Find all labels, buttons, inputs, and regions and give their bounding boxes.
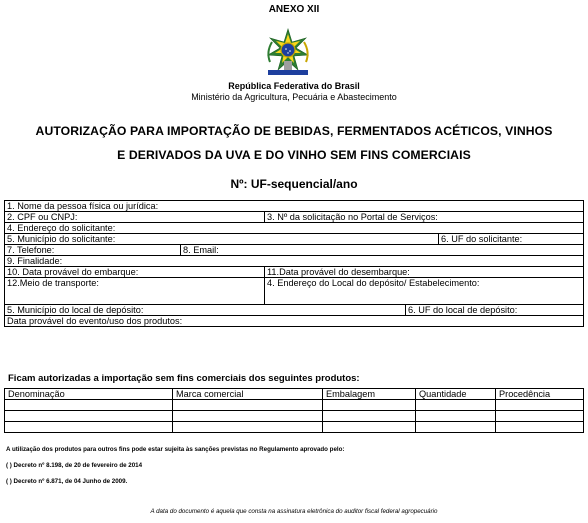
decree-option-2014[interactable]: ( ) Decreto nº 8.198, de 20 de fevereiro de 2014 xyxy=(6,462,143,469)
column-header: Quantidade xyxy=(416,389,496,400)
table-row xyxy=(5,422,584,433)
table-cell[interactable] xyxy=(173,400,323,411)
field-deposit-address[interactable]: 4. Endereço do Local do depósito/ Estabelecimento: xyxy=(265,278,584,305)
table-cell[interactable] xyxy=(496,422,584,433)
table-cell[interactable] xyxy=(323,411,416,422)
ministry-name: Ministério da Agricultura, Pecuária e Abastecimento xyxy=(191,92,397,102)
table-cell[interactable] xyxy=(416,400,496,411)
table-cell[interactable] xyxy=(323,422,416,433)
field-deposit-municipality[interactable]: 5. Município do local de depósito: xyxy=(5,305,406,316)
coat-of-arms-emblem xyxy=(262,28,314,78)
table-cell[interactable] xyxy=(416,411,496,422)
field-phone[interactable]: 7. Telefone: xyxy=(5,245,181,256)
field-request-number[interactable]: 3. Nº da solicitação no Portal de Serviços: xyxy=(265,212,584,223)
field-ship-date[interactable]: 10. Data provável do embarque: xyxy=(5,267,265,278)
field-name[interactable]: 1. Nome da pessoa física ou jurídica: xyxy=(5,201,584,212)
column-header: Marca comercial xyxy=(173,389,323,400)
table-cell[interactable] xyxy=(5,400,173,411)
decree-option-2009[interactable]: ( ) Decreto nº 6.871, de 04 Junho de 2009. xyxy=(6,478,128,485)
table-cell[interactable] xyxy=(496,411,584,422)
table-row xyxy=(5,411,584,422)
field-event-date[interactable]: Data provável do evento/uso dos produtos: xyxy=(5,316,584,327)
products-heading: Ficam autorizadas a importação sem fins comerciais dos seguintes produtos: xyxy=(8,373,360,384)
table-cell[interactable] xyxy=(5,411,173,422)
authorization-number: Nº: UF-sequencial/ano xyxy=(230,177,358,191)
field-municipality[interactable]: 5. Município do solicitante: xyxy=(5,234,439,245)
table-cell[interactable] xyxy=(323,400,416,411)
document-title-line2: E DERIVADOS DA UVA E DO VINHO SEM FINS COMERCIAIS xyxy=(117,148,471,162)
products-table xyxy=(4,388,584,433)
table-row xyxy=(5,400,584,411)
column-header: Denominação xyxy=(5,389,173,400)
field-email[interactable]: 8. Email: xyxy=(181,245,584,256)
field-address[interactable]: 4. Endereço do solicitante: xyxy=(5,223,584,234)
column-header: Embalagem xyxy=(323,389,416,400)
table-cell[interactable] xyxy=(173,422,323,433)
legal-note: A utilização dos produtos para outros fins pode estar sujeita às sanções previstas no Regulamento aprovado pelo: xyxy=(6,446,345,453)
column-header: Procedência xyxy=(496,389,584,400)
footer-note: A data do documento é aquela que consta na assinatura eletrônica do auditor fiscal federal agropecuário xyxy=(150,508,438,515)
annex-label: ANEXO XII xyxy=(268,4,320,15)
table-cell[interactable] xyxy=(5,422,173,433)
table-cell[interactable] xyxy=(416,422,496,433)
field-unload-date[interactable]: 11.Data provável do desembarque: xyxy=(265,267,584,278)
field-deposit-uf[interactable]: 6. UF do local de depósito: xyxy=(406,305,584,316)
request-form-table xyxy=(4,200,584,327)
field-purpose[interactable]: 9. Finalidade: xyxy=(5,256,584,267)
field-uf[interactable]: 6. UF do solicitante: xyxy=(439,234,584,245)
field-cpf-cnpj[interactable]: 2. CPF ou CNPJ: xyxy=(5,212,265,223)
document-title-line1: AUTORIZAÇÃO PARA IMPORTAÇÃO DE BEBIDAS, FERMENTADOS ACÉTICOS, VINHOS xyxy=(35,124,553,138)
table-cell[interactable] xyxy=(496,400,584,411)
republic-name: República Federativa do Brasil xyxy=(228,81,360,91)
table-cell[interactable] xyxy=(173,411,323,422)
field-transport[interactable]: 12.Meio de transporte: xyxy=(5,278,265,305)
